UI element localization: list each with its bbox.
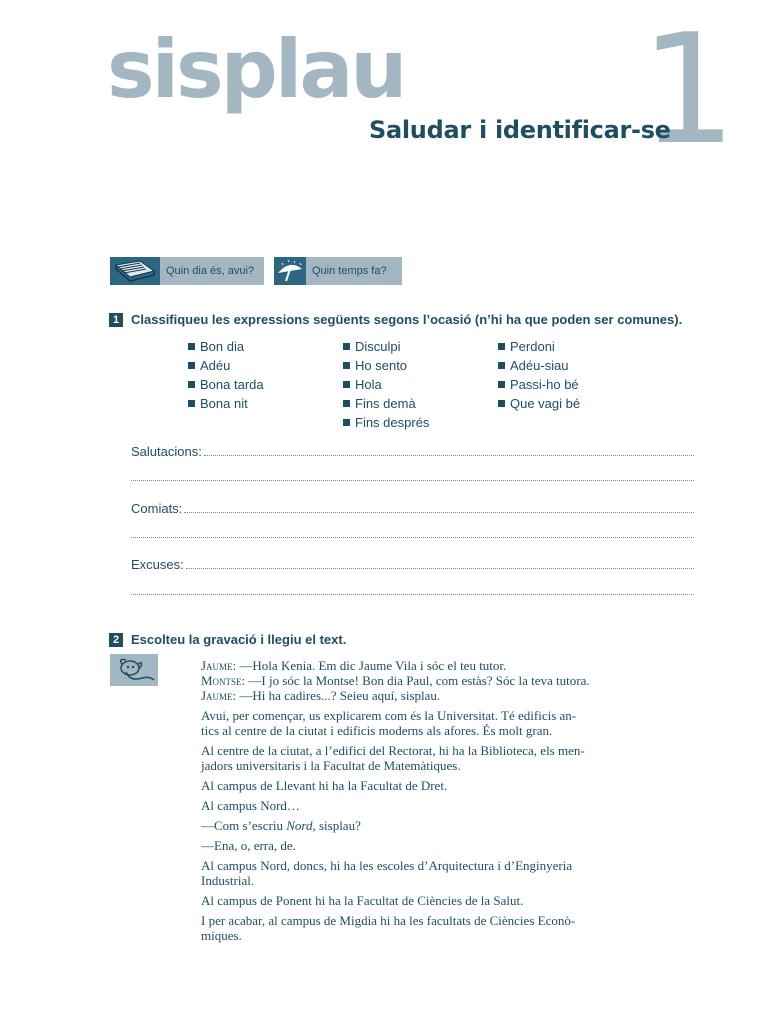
expression-item: Adéu (188, 356, 264, 375)
tag-label: Quin dia és, avui? (166, 265, 255, 277)
unit-title: Saludar i identificar-se (369, 116, 671, 144)
paragraph-line: —Ena, o, erra, de. (201, 838, 296, 853)
field-label: Salutacions: (131, 444, 202, 459)
expression-column-1 (188, 337, 264, 413)
expression-item: Fins demà (343, 394, 429, 413)
paragraph-line: Al campus de Ponent hi ha la Facultat de Ciències de la Salut. (201, 893, 524, 908)
expression-column-3 (498, 337, 580, 413)
line-text: —Hola Kenia. Em dic Jaume Vila i sóc el teu tutor. (236, 658, 507, 673)
expression-item: Hola (343, 375, 429, 394)
expression-item: Ho sento (343, 356, 429, 375)
paragraph-line: Industrial. (201, 873, 255, 888)
paragraph-line: Al campus de Llevant hi ha la Facultat de Dret. (201, 778, 448, 793)
unit-number: 1 (640, 1, 737, 178)
expression-item: Bona tarda (188, 375, 264, 394)
weather-icon (274, 257, 306, 285)
dialogue-text (201, 658, 631, 943)
paragraph-line: jadors universitaris i la Facultat de Matemàtiques. (201, 758, 461, 773)
speaker: Montse: (201, 673, 246, 688)
paragraph-line: I per acabar, al campus de Migdia hi ha les facultats de Ciències Econò- (201, 913, 576, 928)
field-label: Excuses: (131, 557, 184, 572)
exercise-2-heading (109, 632, 346, 647)
brand-title: sisplau (107, 23, 405, 116)
speaker: Jaume: (201, 658, 237, 673)
tag-quin-temps[interactable] (274, 257, 402, 285)
answer-line[interactable] (131, 594, 694, 595)
expression-item: Passi-ho bé (498, 375, 580, 394)
exercise-instruction: Classifiqueu les expressions següents segons l’ocasió (n’hi ha que poden ser comunes). (131, 312, 683, 327)
exercise-1-heading (109, 312, 682, 327)
answer-line[interactable] (184, 511, 694, 513)
answer-line[interactable] (131, 537, 694, 538)
exercise-instruction: Escolteu la gravació i llegiu el text. (131, 632, 347, 647)
answer-line[interactable] (204, 454, 694, 456)
italic-word: Nord (286, 818, 313, 833)
dialogue-line (201, 688, 631, 703)
line-text: , sisplau? (312, 818, 361, 833)
paragraph-line: tics al centre de la ciutat i edificis moderns als afores. És molt gran. (201, 723, 553, 738)
paragraph-line: miques. (201, 928, 242, 943)
paragraph-line: Al centre de la ciutat, a l’edifici del Rectorat, hi ha la Biblioteca, els men- (201, 743, 585, 758)
paragraph-line (201, 818, 631, 833)
field-salutacions[interactable] (131, 444, 694, 459)
line-text: —Com s’escriu (201, 818, 287, 833)
paragraph-line: Al campus Nord… (201, 798, 300, 813)
expression-item: Adéu-siau (498, 356, 580, 375)
tag-quin-dia[interactable] (110, 257, 264, 285)
dialogue-line (201, 673, 631, 688)
field-comiats[interactable] (131, 501, 694, 516)
answer-line[interactable] (131, 480, 694, 481)
paragraph-line: Avui, per començar, us explicarem com és la Universitat. Té edificis an- (201, 708, 577, 723)
audio-icon[interactable] (110, 654, 158, 686)
expression-column-2 (343, 337, 429, 432)
expression-item: Bon dia (188, 337, 264, 356)
expression-item: Disculpi (343, 337, 429, 356)
exercise-number: 1 (109, 313, 123, 327)
exercise-number: 2 (109, 633, 123, 647)
answer-line[interactable] (186, 567, 694, 569)
calendar-icon (110, 257, 160, 285)
expression-item: Fins després (343, 413, 429, 432)
expression-item: Bona nit (188, 394, 264, 413)
field-label: Comiats: (131, 501, 183, 516)
dialogue-line (201, 658, 631, 673)
tag-label: Quin temps fa? (312, 265, 387, 277)
paragraph-line: Al campus Nord, doncs, hi ha les escoles d’Arquitectura i d’Enginyeria (201, 858, 573, 873)
field-excuses[interactable] (131, 557, 694, 572)
line-text: —Hi ha cadires...? Seieu aquí, sisplau. (236, 688, 441, 703)
speaker: Jaume: (201, 688, 237, 703)
line-text: —I jo sóc la Montse! Bon dia Paul, com estàs? Sóc la teva tutora. (245, 673, 590, 688)
expression-item: Perdoni (498, 337, 580, 356)
expression-item: Que vagi bé (498, 394, 580, 413)
